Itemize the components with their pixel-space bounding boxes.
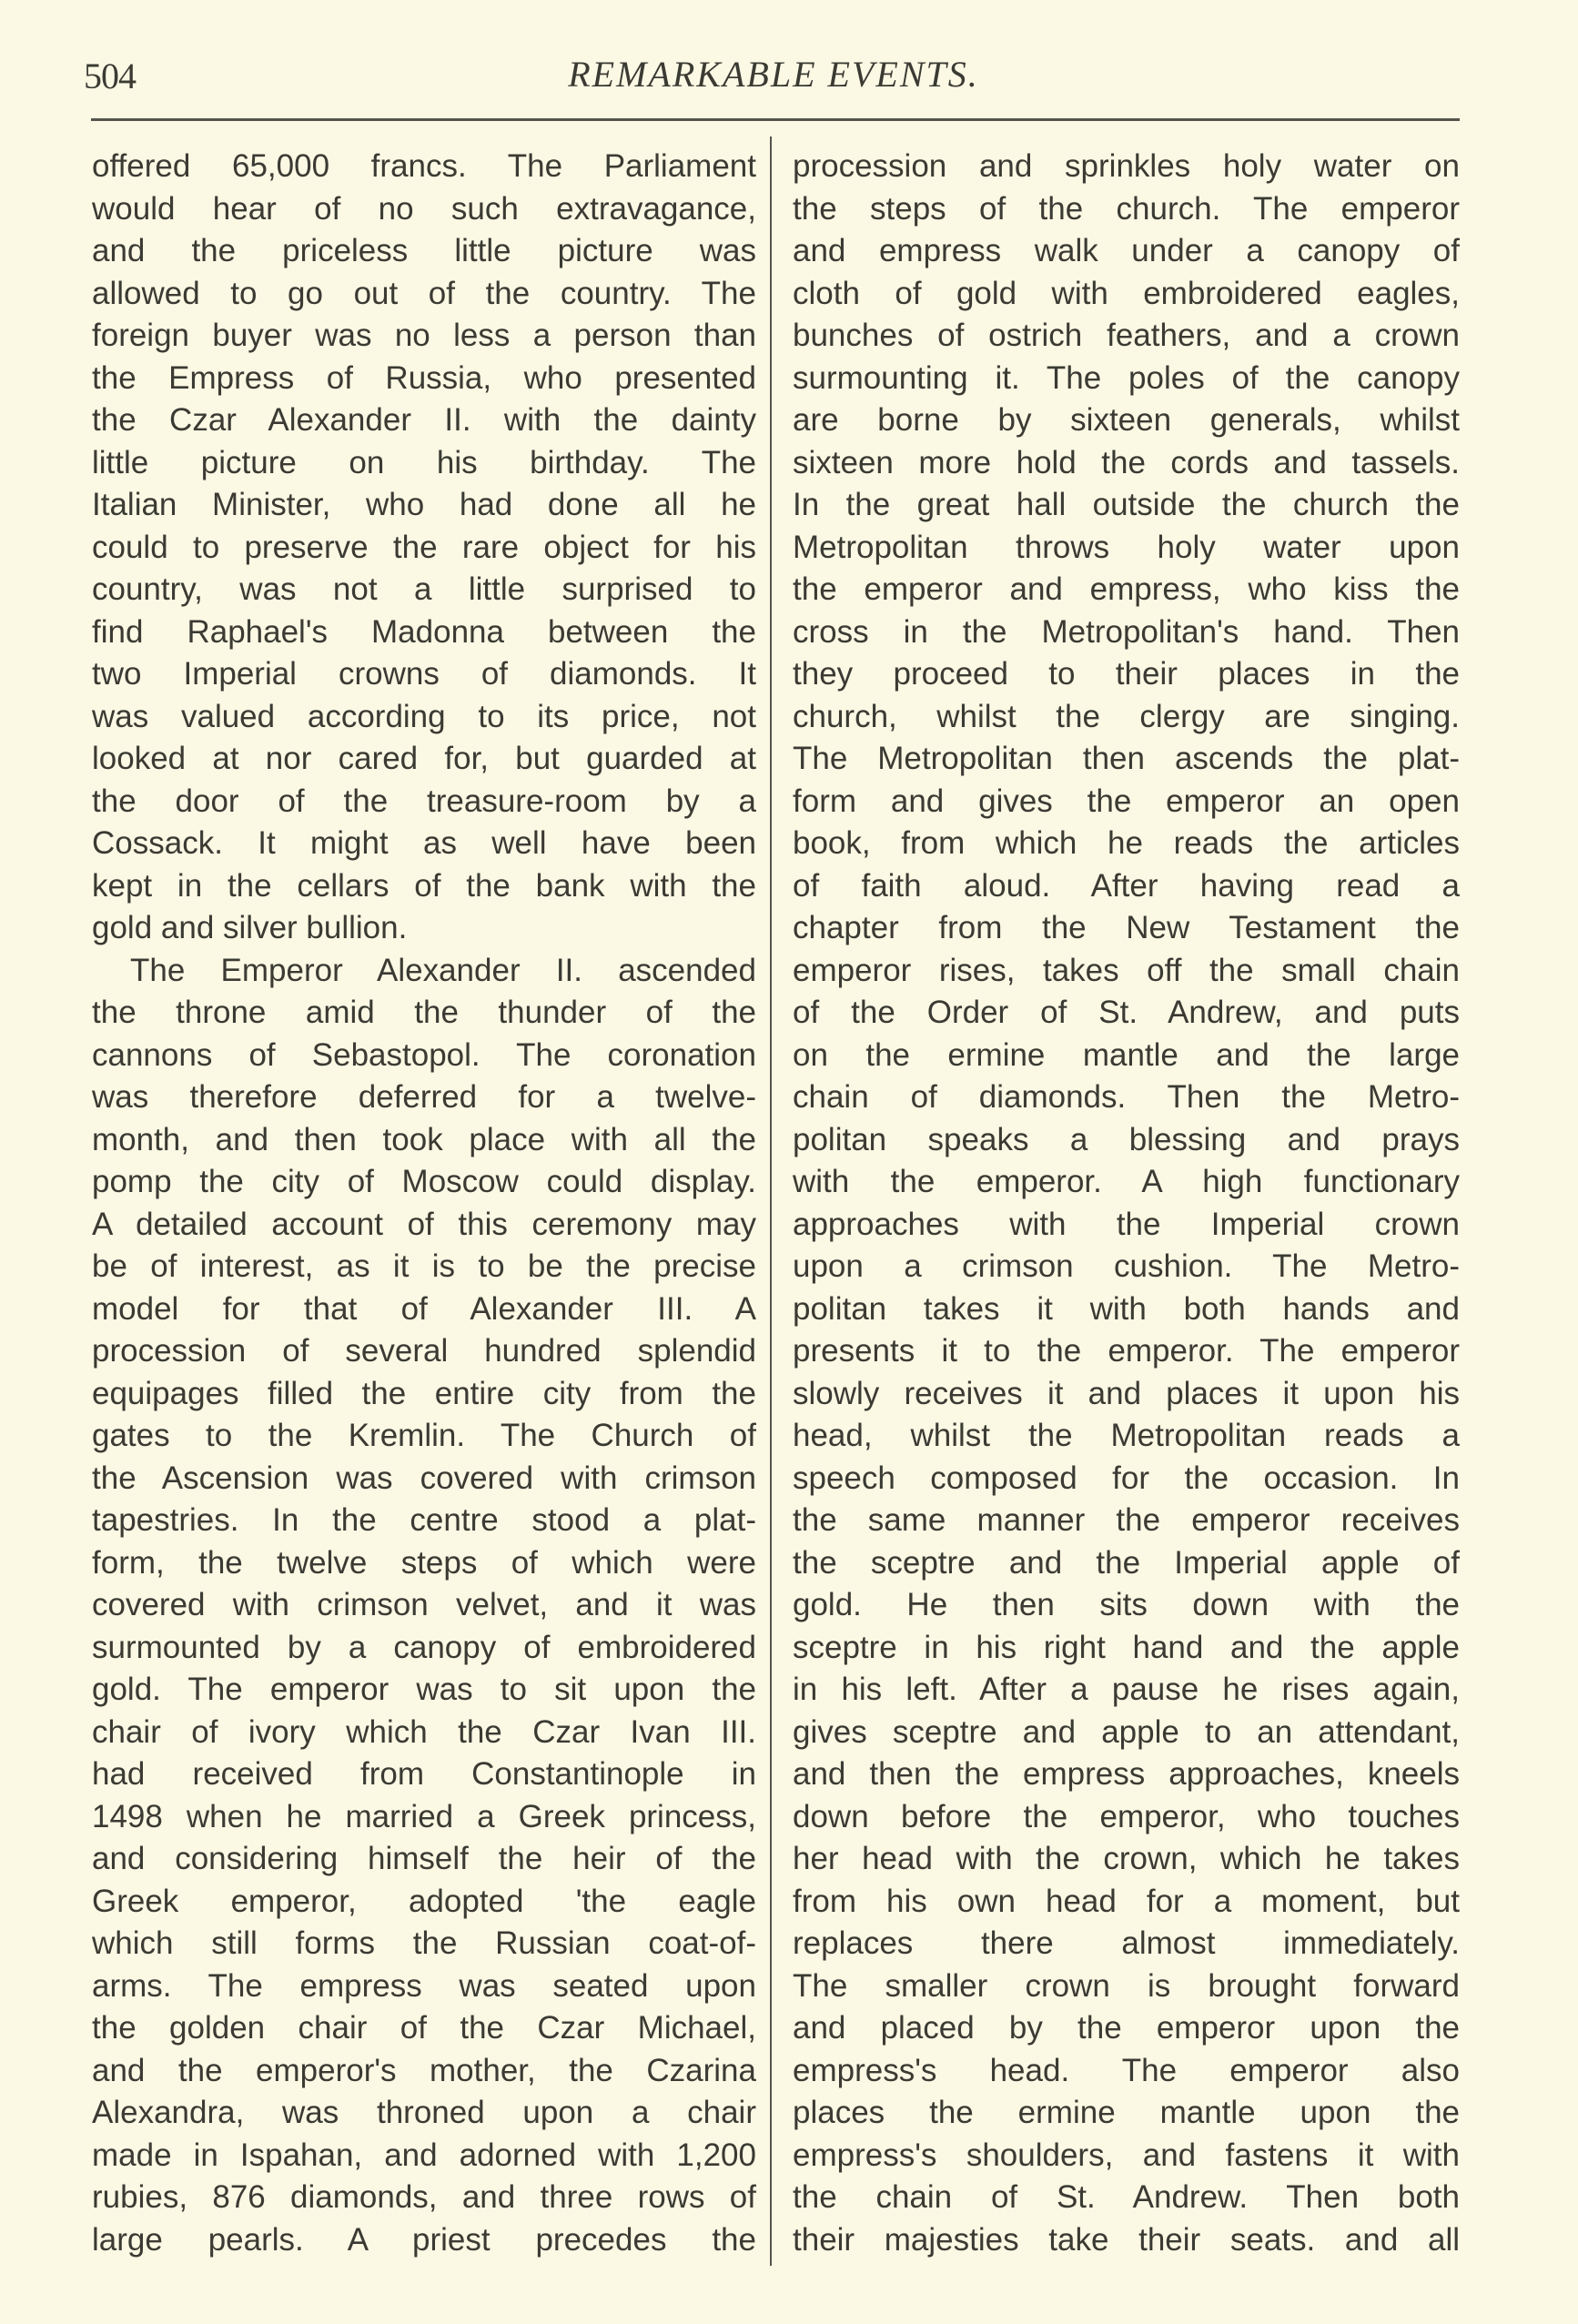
text-line: and then the empress approaches, kneels [793,1756,1460,1792]
text-line: in his left. After a pause he rises again, [793,1672,1460,1707]
text-line: her head with the crown, which he takes [793,1841,1460,1876]
text-line: would hear of no such extravagance, [92,190,756,227]
text-line: politan takes it with both hands and [793,1290,1460,1327]
text-line: and the priceless little picture was [92,233,756,268]
text-line: emperor rises, takes off the small chain [793,952,1460,988]
text-line: arms. The empress was seated upon [92,1967,756,2004]
text-line: was valued according to its price, not [92,698,756,734]
text-line: In the great hall outside the church the [793,487,1460,522]
text-line: A detailed account of this ceremony may [92,1206,756,1242]
text-line: pomp the city of Moscow could display. [92,1164,756,1199]
text-line: 1498 when he married a Greek princess, [92,1798,756,1834]
text-line: the Ascension was covered with crimson [92,1460,756,1496]
text-line: The smaller crown is brought forward [793,1967,1460,2004]
text-line: bunches of ostrich feathers, and a crown [793,318,1460,353]
text-line: cross in the Metropolitan's hand. Then [793,613,1460,650]
text-line: find Raphael's Madonna between the [92,613,756,650]
text-line: gold. He then sits down with the [793,1587,1460,1622]
text-line: was therefore deferred for a twelve- [92,1079,756,1115]
text-line: gives sceptre and apple to an attendant, [793,1713,1460,1750]
text-line: covered with crimson velvet, and it was [92,1587,756,1622]
text-line: gates to the Kremlin. The Church of [92,1418,756,1453]
text-line: the chain of St. Andrew. Then both [793,2179,1460,2215]
text-line: and empress walk under a canopy of [793,233,1460,268]
text-line: Cossack. It might as well have been [92,825,756,861]
text-line: Greek emperor, adopted 'the eagle [92,1883,756,1919]
text-line: book, from which he reads the articles [793,825,1460,861]
text-line: replaces there almost immediately. [793,1925,1460,1961]
text-line: the Czar Alexander II. with the dainty [92,402,756,438]
text-line: empress's head. The emperor also [793,2052,1460,2088]
text-line: the emperor and empress, who kiss the [793,571,1460,607]
text-line: the same manner the emperor receives [793,1502,1460,1538]
text-line: which still forms the Russian coat-of- [92,1925,756,1961]
text-line: foreign buyer was no less a person than [92,318,756,353]
text-line: gold. The emperor was to sit upon the [92,1672,756,1707]
text-line: little picture on his birthday. The [92,444,756,480]
text-line: surmounting it. The poles of the canopy [793,359,1460,396]
text-line: had received from Constantinople in [92,1756,756,1792]
text-line: the door of the treasure-room by a [92,783,756,819]
text-line: allowed to go out of the country. The [92,275,756,311]
text-line: the throne amid the thunder of the [92,995,756,1030]
text-line: Metropolitan throws holy water upon [793,529,1460,565]
text-line: with the emperor. A high functionary [793,1164,1460,1199]
text-line: cloth of gold with embroidered eagles, [793,275,1460,311]
text-line: gold and silver bullion. [92,910,408,945]
text-line: rubies, 876 diamonds, and three rows of [92,2179,756,2215]
text-line: they proceed to their places in the [793,656,1460,692]
text-line: Italian Minister, who had done all he [92,487,756,522]
text-line: made in Ispahan, and adorned with 1,200 [92,2137,756,2173]
text-line: chair of ivory which the Czar Ivan III. [92,1713,756,1750]
text-line: slowly receives it and places it upon his [793,1375,1460,1411]
right-column [793,146,1460,2261]
text-line: places the ermine mantle upon the [793,2095,1460,2130]
text-line: and the emperor's mother, the Czarina [92,2052,756,2088]
text-line: and placed by the emperor upon the [793,2010,1460,2046]
text-line: presents it to the emperor. The emperor [793,1333,1460,1369]
text-line: form and gives the emperor an open [793,783,1460,819]
text-line: country, was not a little surprised to [92,571,756,607]
text-line: cannons of Sebastopol. The coronation [92,1036,756,1073]
text-line: month, and then took place with all the [92,1121,756,1157]
header-rule [91,118,1460,121]
text-line: empress's shoulders, and fastens it with [793,2137,1460,2173]
text-line: politan speaks a blessing and prays [793,1121,1460,1157]
text-line: sceptre in his right hand and the apple [793,1629,1460,1665]
text-line: surmounted by a canopy of embroidered [92,1629,756,1665]
text-line: the steps of the church. The emperor [793,190,1460,227]
text-line: The Metropolitan then ascends the plat- [793,741,1460,776]
text-line: Alexandra, was throned upon a chair [92,2095,756,2130]
text-line: large pearls. A priest precedes the [92,2221,756,2258]
text-line: The Emperor Alexander II. ascended [130,952,756,988]
text-line: procession and sprinkles holy water on [793,148,1460,184]
text-line: their majesties take their seats. and all [793,2221,1460,2258]
text-line: model for that of Alexander III. A [92,1290,756,1327]
text-line: could to preserve the rare object for his [92,529,756,565]
text-line: from his own head for a moment, but [793,1883,1460,1919]
text-line: sixteen more hold the cords and tassels. [793,444,1460,480]
text-line: are borne by sixteen generals, whilst [793,402,1460,438]
text-line: offered 65,000 francs. The Parliament [92,148,756,184]
text-line: church, whilst the clergy are singing. [793,698,1460,734]
left-column [92,146,756,2261]
text-line: upon a crimson cushion. The Metro- [793,1248,1460,1284]
text-line: looked at nor cared for, but guarded at [92,741,756,776]
text-line: on the ermine mantle and the large [793,1036,1460,1073]
text-line: be of interest, as it is to be the precise [92,1248,756,1284]
text-line: the sceptre and the Imperial apple of [793,1544,1460,1581]
text-line: and considering himself the heir of the [92,1841,756,1876]
text-line: down before the emperor, who touches [793,1798,1460,1834]
text-line: chain of diamonds. Then the Metro- [793,1079,1460,1115]
running-title: REMARKABLE EVENTS. [568,54,979,95]
text-line: chapter from the New Testament the [793,910,1460,945]
page-number: 504 [84,56,136,96]
text-line: equipages filled the entire city from the [92,1375,756,1411]
text-line: two Imperial crowns of diamonds. It [92,656,756,692]
text-line: the golden chair of the Czar Michael, [92,2010,756,2046]
text-line: of the Order of St. Andrew, and puts [793,995,1460,1030]
text-line: kept in the cellars of the bank with the [92,867,756,904]
text-line: form, the twelve steps of which were [92,1544,756,1581]
text-line: procession of several hundred splendid [92,1333,756,1369]
text-line: of faith aloud. After having read a [793,867,1460,904]
text-line: head, whilst the Metropolitan reads a [793,1418,1460,1453]
text-line: approaches with the Imperial crown [793,1206,1460,1242]
text-line: the Empress of Russia, who presented [92,359,756,396]
text-line: speech composed for the occasion. In [793,1460,1460,1496]
text-line: tapestries. In the centre stood a plat- [92,1502,756,1538]
column-divider [770,136,772,2266]
